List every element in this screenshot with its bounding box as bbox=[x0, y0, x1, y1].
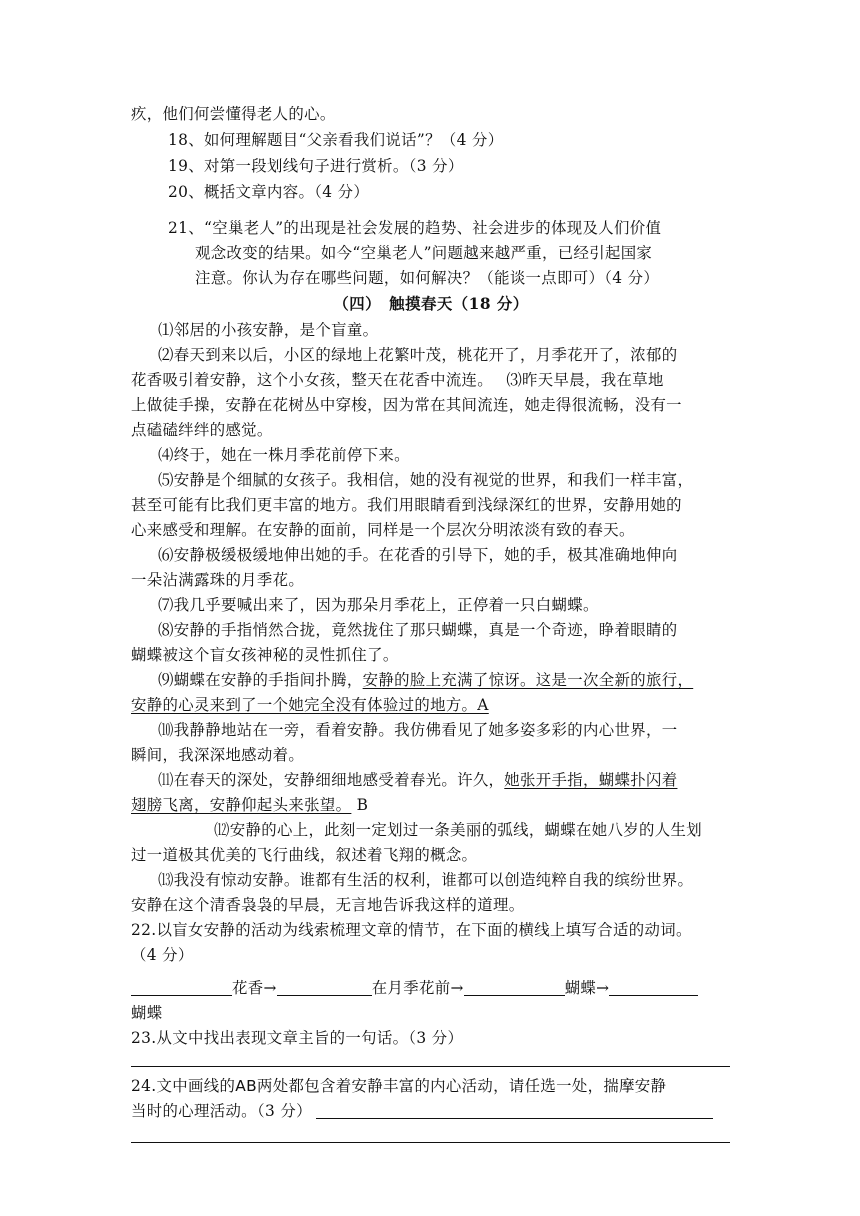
paragraph-8-line-2: 蝴蝶被这个盲女孩神秘的灵性抓住了。 bbox=[131, 646, 399, 664]
paragraph-5-line-1: ⑸安静是个细腻的女孩子。我相信，她的没有视觉的世界，和我们一样丰富， bbox=[158, 471, 694, 489]
question-24-line-2 bbox=[131, 1099, 731, 1124]
question-20: 20、概括文章内容。（4 分） bbox=[168, 183, 370, 201]
question-21-line-1: 21、“空巢老人”的出现是社会发展的趋势、社会进步的体现及人们价值 bbox=[168, 219, 662, 237]
section-title: （四） 触摸春天（18 分） bbox=[333, 295, 529, 313]
paragraph-11-line-2 bbox=[131, 793, 731, 818]
paragraph-2-line-2: 花香吸引着安静，这个小女孩，整天在花香中流连。 ⑶昨天早晨，我在草地 bbox=[131, 371, 664, 389]
answer-line-24[interactable] bbox=[131, 1142, 730, 1143]
question-21-line-3: 注意。你认为存在哪些问题，如何解决？（能谈一点即可）（4 分） bbox=[195, 269, 660, 287]
question-24-line-1 bbox=[131, 1074, 731, 1099]
paragraph-7: ⑺我几乎要喊出来了，因为那朵月季花上，正停着一只白蝴蝶。 bbox=[158, 596, 599, 614]
answer-blank-2[interactable] bbox=[277, 978, 372, 996]
paragraph-13-line-2: 安静在这个清香袅袅的早晨，无言地告诉我这样的道理。 bbox=[131, 896, 525, 914]
question-24-number: 24.文中画线的 bbox=[131, 1077, 236, 1095]
passage-b-marker: B bbox=[351, 796, 369, 814]
paragraph-9-line-1 bbox=[158, 668, 758, 693]
paragraph-5-line-2: 甚至可能有比我们更丰富的地方。我们用眼睛看到浅绿深红的世界，安静用她的 bbox=[131, 496, 682, 514]
question-19: 19、对第一段划线句子进行赏析。（3 分） bbox=[168, 157, 464, 175]
question-23: 23.从文中找出表现文章主旨的一句话。（3 分） bbox=[131, 1029, 464, 1047]
paragraph-12-line-1: ⑿安静的心上，此刻一定划过一条美丽的弧线，蝴蝶在她八岁的人生划 bbox=[214, 821, 702, 839]
underlined-passage-a-start: 安静的脸上充满了惊讶。这是一次全新的旅行， bbox=[362, 671, 694, 689]
answer-line-23[interactable] bbox=[131, 1066, 730, 1067]
paragraph-11-line-1 bbox=[158, 768, 758, 793]
paragraph-8-line-1: ⑻安静的手指悄然合拢，竟然拢住了那只蝴蝶，真是一个奇迹，睁着眼睛的 bbox=[158, 621, 678, 639]
question-21-line-2: 观念改变的结果。如今“空巢老人”问题越来越严重，已经引起国家 bbox=[195, 244, 653, 262]
question-24-text: 两处都包含着安静丰富的内心活动，请任选一处，揣摩安静 bbox=[257, 1077, 667, 1095]
question-18: 18、如何理解题目“父亲看我们说话”？（4 分） bbox=[168, 131, 504, 149]
paragraph-1: ⑴邻居的小孩安静，是个盲童。 bbox=[158, 321, 379, 339]
answer-blank-4[interactable] bbox=[609, 978, 698, 996]
flow-label-2: 在月季花前→ bbox=[371, 979, 464, 997]
paragraph-10-line-1: ⑽我静静地站在一旁，看着安静。我仿佛看见了她多姿多彩的内心世界，一 bbox=[158, 721, 678, 739]
paragraph-12-line-2: 过一道极其优美的飞行曲线，叙述着飞翔的概念。 bbox=[131, 846, 478, 864]
paragraph-13-line-1: ⒀我没有惊动安静。谁都有生活的权利，谁都可以创造纯粹自我的缤纷世界。 bbox=[158, 871, 694, 889]
paragraph-6-line-1: ⑹安静极缓极缓地伸出她的手。在花香的引导下，她的手，极其准确地伸向 bbox=[158, 546, 678, 564]
question-24-ab: AB bbox=[235, 1077, 258, 1095]
paragraph-2-line-3: 上做徒手操，安静在花树丛中穿梭，因为常在其间流连，她走得很流畅，没有一 bbox=[131, 396, 682, 414]
underlined-passage-b-end: 翅膀飞离，安静仰起头来张望。 bbox=[131, 796, 352, 814]
answer-blank-1[interactable] bbox=[131, 978, 232, 996]
question-24-prompt: 当时的心理活动。（3 分） bbox=[131, 1102, 312, 1120]
question-22-end: 蝴蝶 bbox=[131, 1004, 163, 1022]
answer-blank-3[interactable] bbox=[464, 978, 565, 996]
paragraph-11-text: ⑾在春天的深处，安静细细地感受着春光。许久， bbox=[158, 771, 505, 789]
answer-blank-24[interactable] bbox=[316, 1101, 713, 1119]
paragraph-2-line-1: ⑵春天到来以后，小区的绿地上花繁叶茂，桃花开了，月季花开了，浓郁的 bbox=[158, 346, 678, 364]
paragraph-9-text: ⑼蝴蝶在安静的手指间扑腾， bbox=[158, 671, 363, 689]
paragraph-10-line-2: 瞬间，我深深地感动着。 bbox=[131, 746, 305, 764]
paragraph-2-line-4: 点磕磕绊绊的感觉。 bbox=[131, 421, 273, 439]
question-17-tail: 疚，他们何尝懂得老人的心。 bbox=[131, 105, 336, 123]
underlined-passage-b-start: 她张开手指，蝴蝶扑闪着 bbox=[504, 771, 678, 789]
paragraph-4: ⑷终于，她在一株月季花前停下来。 bbox=[158, 446, 410, 464]
question-22-answer-row bbox=[131, 976, 731, 1001]
question-22-line-1: 22.以盲女安静的活动为线索梳理文章的情节，在下面的横线上填写合适的动词。 bbox=[131, 921, 692, 939]
flow-label-1: 花香→ bbox=[232, 979, 277, 997]
flow-label-3: 蝴蝶→ bbox=[564, 979, 610, 997]
paragraph-6-line-2: 一朵沾满露珠的月季花。 bbox=[131, 571, 305, 589]
underlined-passage-a-end: 安静的心灵来到了一个她完全没有体验过的地方。A bbox=[131, 696, 489, 714]
paragraph-5-line-3: 心来感受和理解。在安静的面前，同样是一个层次分明浓淡有致的春天。 bbox=[131, 521, 635, 539]
question-22-line-2: （4 分） bbox=[131, 946, 194, 964]
